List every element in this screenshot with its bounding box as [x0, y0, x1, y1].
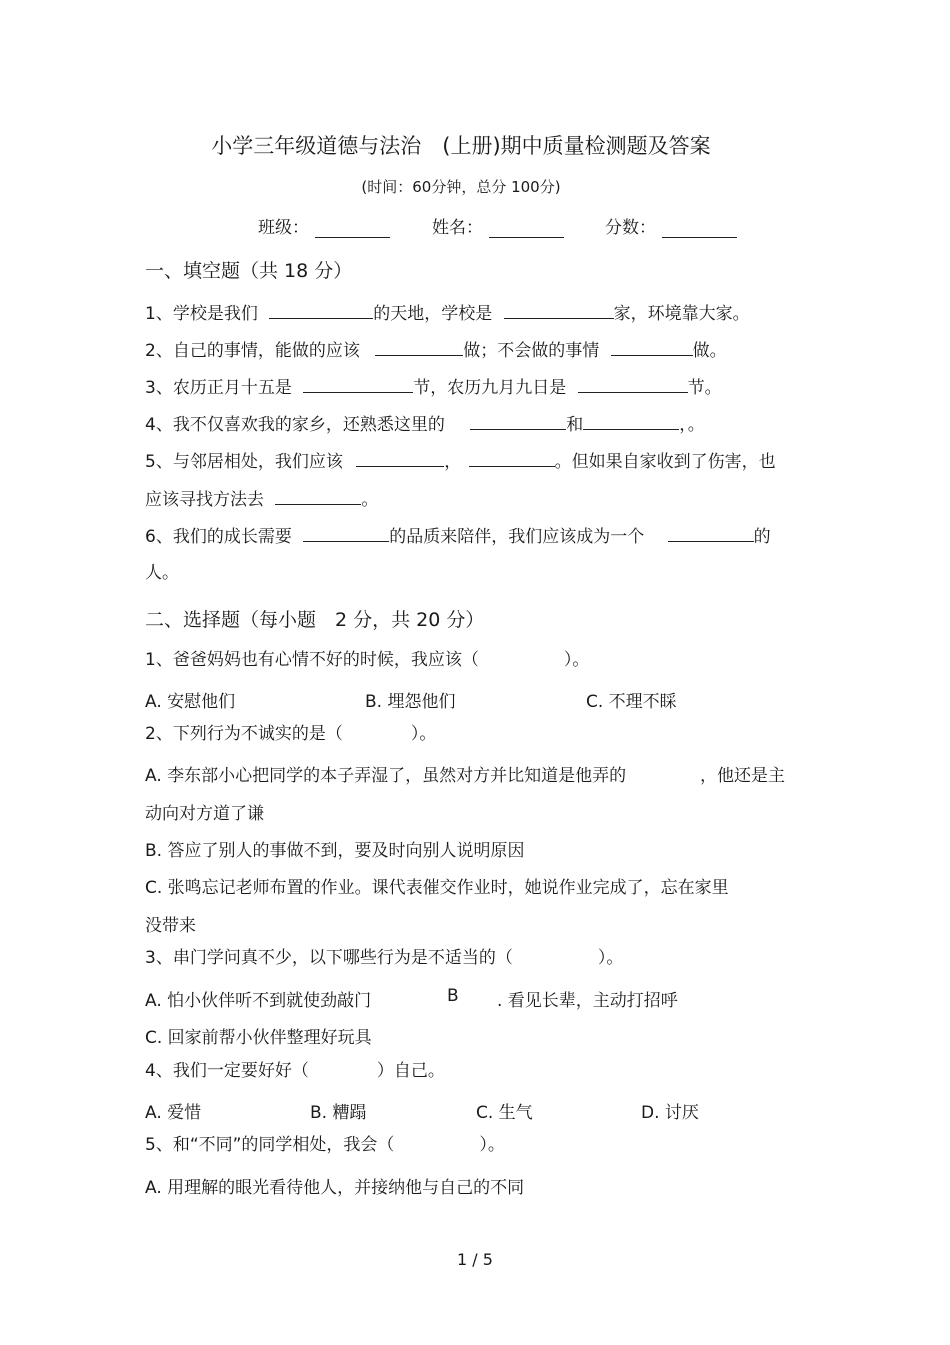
q3-option-a[interactable]: A. 怕小伙伴听不到就使劲敲门 [145, 991, 372, 1011]
fill-question-6 [145, 524, 771, 547]
q2-text: 2、自己的事情，能做的应该 [145, 341, 360, 361]
q1-text: 1、学校是我们 [145, 304, 258, 324]
q2-option-a-cont: 动向对方道了谦 [145, 804, 264, 824]
q4-blank-2[interactable] [583, 412, 679, 430]
score-label: 分数： [605, 218, 656, 238]
choice-question-3-stem: 3、串门学问真不少，以下哪些行为是不适当的（ ）。 [145, 948, 624, 968]
score-blank[interactable] [662, 219, 737, 238]
q6-text: 的品质来陪伴，我们应该成为一个 [389, 527, 645, 547]
q6-text: 的 [753, 527, 771, 547]
fill-question-4 [145, 412, 705, 435]
q3-option-b-letter[interactable]: B [447, 986, 459, 1006]
q3-option-b[interactable]: . 看见长辈，主动打招呼 [497, 991, 678, 1011]
fill-question-6-cont: 人。 [145, 563, 179, 583]
choice-question-2-stem: 2、下列行为不诚实的是（ ）。 [145, 724, 437, 744]
q5-text: 。 [361, 490, 379, 510]
name-field [432, 213, 564, 238]
q6-blank-2[interactable] [668, 524, 754, 542]
q5-text: 5、与邻居相处，我们应该 [145, 452, 343, 472]
q4-text: 和 [566, 415, 584, 435]
q2-blank-2[interactable] [611, 338, 693, 356]
q3-text: 3、农历正月十五是 [145, 378, 292, 398]
q4-text: 4、我不仅喜欢我的家乡，还熟悉这里的 [145, 415, 445, 435]
q4-option-c[interactable]: C. 生气 [476, 1103, 533, 1123]
score-field [605, 213, 737, 238]
q5-blank-3[interactable] [275, 487, 361, 505]
section-2-title: 二、选择题（每小题 2 分，共 20 分） [145, 609, 485, 631]
q4-blank-1[interactable] [470, 412, 566, 430]
q5-blank-2[interactable] [469, 449, 555, 467]
q2-option-c-cont: 没带来 [145, 916, 196, 936]
page-title: 小学三年级道德与法治 (上册)期中质量检测题及答案 [211, 134, 711, 158]
q1-option-a[interactable]: A. 安慰他们 [145, 692, 236, 712]
choice-question-1-stem: 1、爸爸妈妈也有心情不好的时候，我应该（ ）。 [145, 650, 590, 670]
q4-option-d[interactable]: D. 讨厌 [641, 1103, 699, 1123]
q1-text: 家，环境靠大家。 [613, 304, 750, 324]
q2-option-a[interactable]: A. 李东部小心把同学的本子弄湿了，虽然对方并比知道是他弄的 [145, 766, 627, 786]
q3-blank-1[interactable] [303, 375, 413, 393]
class-label: 班级： [258, 218, 309, 238]
q2-text: 做；不会做的事情 [463, 341, 600, 361]
q3-text: 节，农历九月九日是 [413, 378, 567, 398]
name-label: 姓名： [432, 218, 483, 238]
q1-blank-2[interactable] [504, 301, 614, 319]
page-number: 1 / 5 [457, 1250, 493, 1269]
fill-question-5-cont [145, 487, 378, 510]
choice-question-4-stem: 4、我们一定要好好（ ）自己。 [145, 1061, 445, 1081]
q4-option-a[interactable]: A. 爱惜 [145, 1103, 202, 1123]
q5-blank-1[interactable] [356, 449, 444, 467]
section-1-title: 一、填空题（共 18 分） [145, 260, 353, 282]
class-blank[interactable] [315, 219, 390, 238]
q6-text: 6、我们的成长需要 [145, 527, 292, 547]
q4-option-b[interactable]: B. 糟蹋 [310, 1103, 367, 1123]
q2-option-b[interactable]: B. 答应了别人的事做不到，要及时向别人说明原因 [145, 841, 525, 861]
fill-question-1 [145, 301, 750, 324]
q1-text: 的天地，学校是 [373, 304, 493, 324]
q5-text: 。但如果自家收到了伤害，也 [554, 452, 776, 472]
q3-text: 节。 [687, 378, 722, 398]
q3-option-c[interactable]: C. 回家前帮小伙伴整理好玩具 [145, 1028, 372, 1048]
q5-option-a[interactable]: A. 用理解的眼光看待他人，并接纳他与自己的不同 [145, 1178, 525, 1198]
choice-question-5-stem: 5、和“不同”的同学相处，我会（ ）。 [145, 1135, 505, 1155]
fill-question-2 [145, 338, 727, 361]
q2-text: 做。 [692, 341, 727, 361]
q1-option-c[interactable]: C. 不理不睬 [586, 692, 677, 712]
q6-blank-1[interactable] [303, 524, 389, 542]
q2-option-c[interactable]: C. 张鸣忘记老师布置的作业。课代表催交作业时，她说作业完成了，忘在家里 [145, 878, 729, 898]
name-blank[interactable] [489, 219, 564, 238]
fill-question-5 [145, 449, 776, 472]
q5-text: 应该寻找方法去 [145, 490, 264, 510]
class-field [258, 213, 390, 238]
q3-blank-2[interactable] [578, 375, 688, 393]
q1-blank-1[interactable] [269, 301, 373, 319]
q2-option-a-tail: ，他还是主 [700, 766, 785, 786]
exam-info: (时间：60分钟，总分 100分) [361, 178, 561, 196]
q4-text: ，。 [679, 415, 705, 435]
q5-text: ， [444, 452, 462, 472]
fill-question-3 [145, 375, 722, 398]
q1-option-b[interactable]: B. 埋怨他们 [365, 692, 456, 712]
q2-blank-1[interactable] [375, 338, 463, 356]
